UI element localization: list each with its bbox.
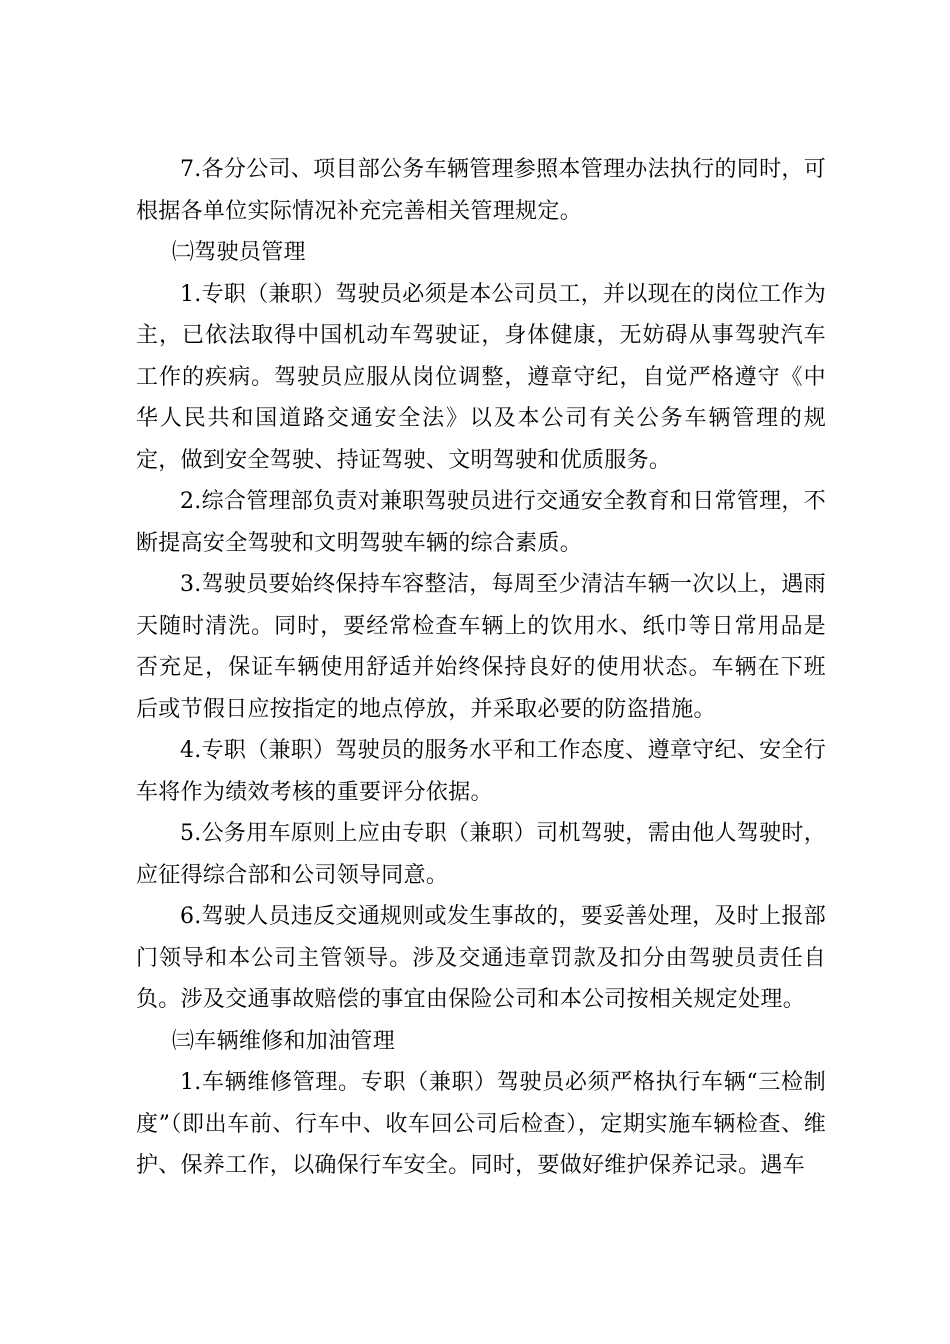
paragraph-driver-4: 4.专职（兼职）驾驶员的服务水平和工作态度、遵章守纪、安全行车将作为绩效考核的重要评分依据。 [136,738,826,805]
paragraph-driver-5: 5.公务用车原则上应由专职（兼职）司机驾驶，需由他人驾驶时，应征得综合部和公司领导同意。 [136,821,826,888]
paragraph-driver-1: 1.专职（兼职）驾驶员必须是本公司员工，并以现在的岗位工作为主，已依法取得中国机动车驾驶证，身体健康，无妨碍从事驾驶汽车工作的疾病。驾驶员应服从岗位调整，遵章守纪，自觉严格遵守《中华人民共和国道路交通安全法》以及本公司有关公务车辆管理的规定，做到安全驾驶、持证驾驶、文明驾驶和优质服务。 [136,281,826,473]
paragraph-driver-2: 2.综合管理部负责对兼职驾驶员进行交通安全教育和日常管理，不断提高安全驾驶和文明驾驶车辆的综合素质。 [136,489,826,556]
paragraph-driver-3: 3.驾驶员要始终保持车容整洁，每周至少清洁车辆一次以上，遇雨天随时清洗。同时，要经常检查车辆上的饮用水、纸巾等日常用品是否充足，保证车辆使用舒适并始终保持良好的使用状态。车辆在下班后或节假日应按指定的地点停放，并采取必要的防盗措施。 [136,572,826,722]
document-body [136,149,826,1187]
section-heading-maintenance-fuel: ㈢车辆维修和加油管理 [172,1028,396,1054]
section-heading-driver-management: ㈡驾驶员管理 [172,240,306,265]
paragraph-driver-6: 6.驾驶人员违反交通规则或发生事故的，要妥善处理，及时上报部门领导和本公司主管领导。涉及交通违章罚款及扣分由驾驶员责任自负。涉及交通事故赔偿的事宜由保险公司和本公司按相关规定处理。 [136,904,826,1012]
paragraph-item-7: 7.各分公司、项目部公务车辆管理参照本管理办法执行的同时，可根据各单位实际情况补充完善相关管理规定。 [136,157,826,224]
paragraph-maintenance-1: 1.车辆维修管理。专职（兼职）驾驶员必须严格执行车辆“三检制度”（即出车前、行车中、收车回公司后检查），定期实施车辆检查、维护、保养工作，以确保行车安全。同时，要做好维护保养记录。遇车 [136,1070,826,1178]
